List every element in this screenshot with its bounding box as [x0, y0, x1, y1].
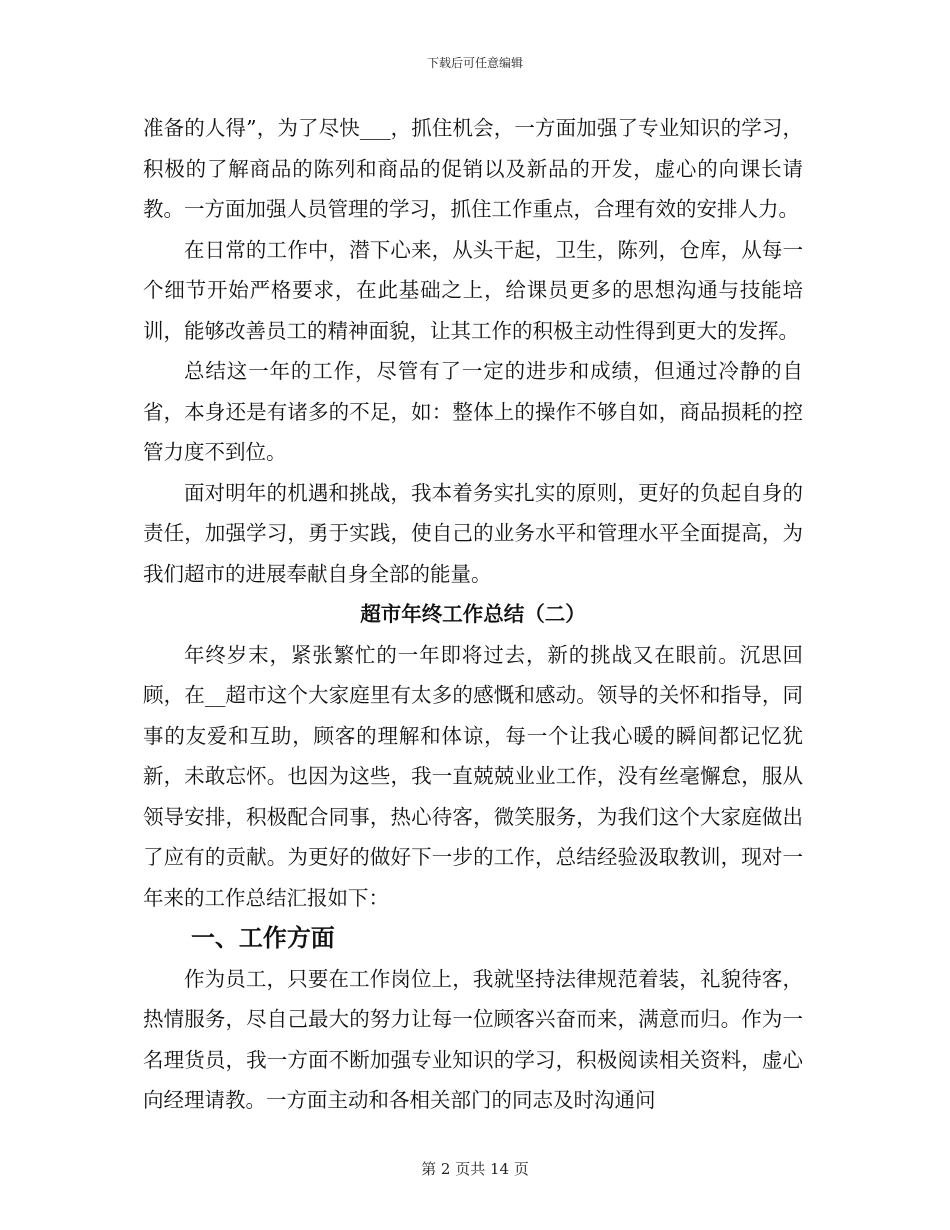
paragraph-summary: 总结这一年的工作，尽管有了一定的进步和成绩，但通过冷静的自省，本身还是有诸多的不足，如：整体上的操作不够自如，商品损耗的控管力度不到位。 — [143, 359, 803, 464]
page-footer: 第 2 页共 14 页 — [421, 1160, 529, 1178]
document-body — [143, 108, 803, 1121]
paragraph-continuation: 准备的人得”，为了尽快___，抓住机会，一方面加强了专业知识的学习，积极的了解商品的陈列和商品的促销以及新品的开发，虚心的向课长请教。一方面加强人员管理的学习，抓住工作重点，合理有效的安排人力。 — [143, 116, 803, 221]
paragraph-daily-work: 在日常的工作中，潜下心来，从头干起，卫生，陈列，仓库，从每一个细节开始严格要求，在此基础之上，给课员更多的思想沟通与技能培训，能够改善员工的精神面貌，让其工作的积极主动性得到更大的发挥。 — [143, 237, 803, 343]
section-title: 超市年终工作总结（二） — [360, 602, 586, 626]
paragraph-intro: 年终岁末，紧张繁忙的一年即将过去，新的挑战又在眼前。沉思回顾，在__超市这个大家庭里有太多的感慨和感动。领导的关怀和指导，同事的友爱和互助，顾客的理解和体谅，每一个让我心暖的瞬间都记忆犹新，未敢忘怀。也因为这些，我一直兢兢业业工作，没有丝毫懈怠，服从领导安排，积极配合同事，热心待客，微笑服务，为我们这个大家庭做出了应有的贡献。为更好的做好下一步的工作，总结经验汲取教训，现对一年来的工作总结汇报如下： — [143, 642, 803, 910]
subheading-work: 一、工作方面 — [190, 924, 335, 952]
page-header: 下载后可任意编辑 — [426, 56, 523, 70]
paragraph-next-year: 面对明年的机遇和挑战，我本着务实扎实的原则，更好的负起自身的责任，加强学习，勇于实践，使自己的业务水平和管理水平全面提高，为我们超市的进展奉献自身全部的能量。 — [143, 480, 803, 586]
paragraph-work: 作为员工，只要在工作岗位上，我就坚持法律规范着装，礼貌待客，热情服务，尽自己最大的努力让每一位顾客兴奋而来，满意而归。作为一名理货员，我一方面不断加强专业知识的学习，积极阅读相关资料，虚心向经理请教。一方面主动和各相关部门的同志及时沟通问 — [143, 966, 803, 1112]
